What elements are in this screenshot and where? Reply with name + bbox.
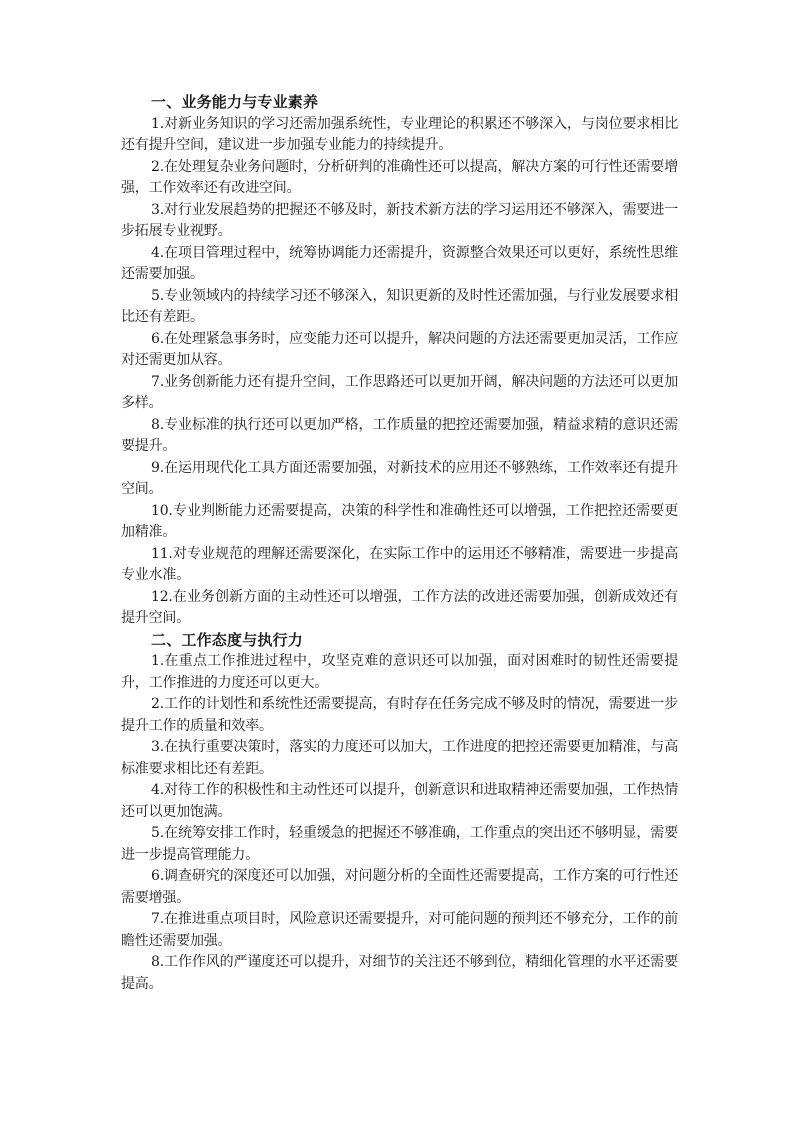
list-item: 4.在项目管理过程中，统筹协调能力还需提升，资源整合效果还可以更好，系统性思维还需要加强。 — [121, 244, 678, 282]
list-item: 10.专业判断能力还需要提高，决策的科学性和准确性还可以增强，工作把控还需要更加精准。 — [121, 502, 678, 540]
list-item: 6.调查研究的深度还可以加强，对问题分析的全面性还需要提高，工作方案的可行性还需要增强。 — [121, 868, 678, 906]
section-heading: 二、工作态度与执行力 — [151, 630, 304, 649]
section-business-ability — [121, 92, 678, 630]
list-item: 8.专业标准的执行还可以更加严格，工作质量的把控还需要加强，精益求精的意识还需要提升。 — [121, 416, 678, 454]
list-item: 12.在业务创新方面的主动性还可以增强，工作方法的改进还需要加强，创新成效还有提升空间。 — [121, 588, 678, 626]
section-heading: 一、业务能力与专业素养 — [151, 93, 319, 111]
list-item: 2.在处理复杂业务问题时，分析研判的准确性还可以提高，解决方案的可行性还需要增强，工作效率还有改进空间。 — [121, 158, 678, 196]
list-item: 3.对行业发展趋势的把握还不够及时，新技术新方法的学习运用还不够深入，需要进一步拓展专业视野。 — [121, 201, 678, 239]
list-item: 11.对专业规范的理解还需要深化，在实际工作中的运用还不够精准，需要进一步提高专业水准。 — [121, 545, 678, 583]
document-body — [121, 92, 678, 995]
list-item: 4.对待工作的积极性和主动性还可以提升，创新意识和进取精神还需要加强，工作热情还可以更加饱满。 — [121, 782, 678, 820]
list-item: 7.在推进重点项目时，风险意识还需要提升，对可能问题的预判还不够充分，工作的前瞻性还需要加强。 — [121, 911, 678, 949]
list-item: 5.专业领域内的持续学习还不够深入，知识更新的及时性还需加强，与行业发展要求相比还有差距。 — [121, 287, 678, 325]
list-item: 9.在运用现代化工具方面还需要加强，对新技术的应用还不够熟练，工作效率还有提升空间。 — [121, 459, 678, 497]
list-item: 1.对新业务知识的学习还需加强系统性，专业理论的积累还不够深入，与岗位要求相比还有提升空间，建议进一步加强专业能力的持续提升。 — [121, 115, 678, 153]
list-item: 7.业务创新能力还有提升空间，工作思路还可以更加开阔，解决问题的方法还可以更加多样。 — [121, 373, 678, 411]
list-item: 6.在处理紧急事务时，应变能力还可以提升，解决问题的方法还需要更加灵活，工作应对还需更加从容。 — [121, 330, 678, 368]
list-item: 2.工作的计划性和系统性还需要提高，有时存在任务完成不够及时的情况，需要进一步提升工作的质量和效率。 — [121, 696, 678, 734]
list-item: 8.工作作风的严谨度还可以提升，对细节的关注还不够到位，精细化管理的水平还需要提高。 — [121, 954, 678, 992]
section-work-attitude — [121, 630, 678, 996]
list-item: 1.在重点工作推进过程中，攻坚克难的意识还可以加强，面对困难时的韧性还需要提升，工作推进的力度还可以更大。 — [121, 653, 678, 691]
list-item: 5.在统筹安排工作时，轻重缓急的把握还不够准确，工作重点的突出还不够明显，需要进一步提高管理能力。 — [121, 825, 678, 863]
list-item: 3.在执行重要决策时，落实的力度还可以加大，工作进度的把控还需要更加精准，与高标准要求相比还有差距。 — [121, 739, 678, 777]
